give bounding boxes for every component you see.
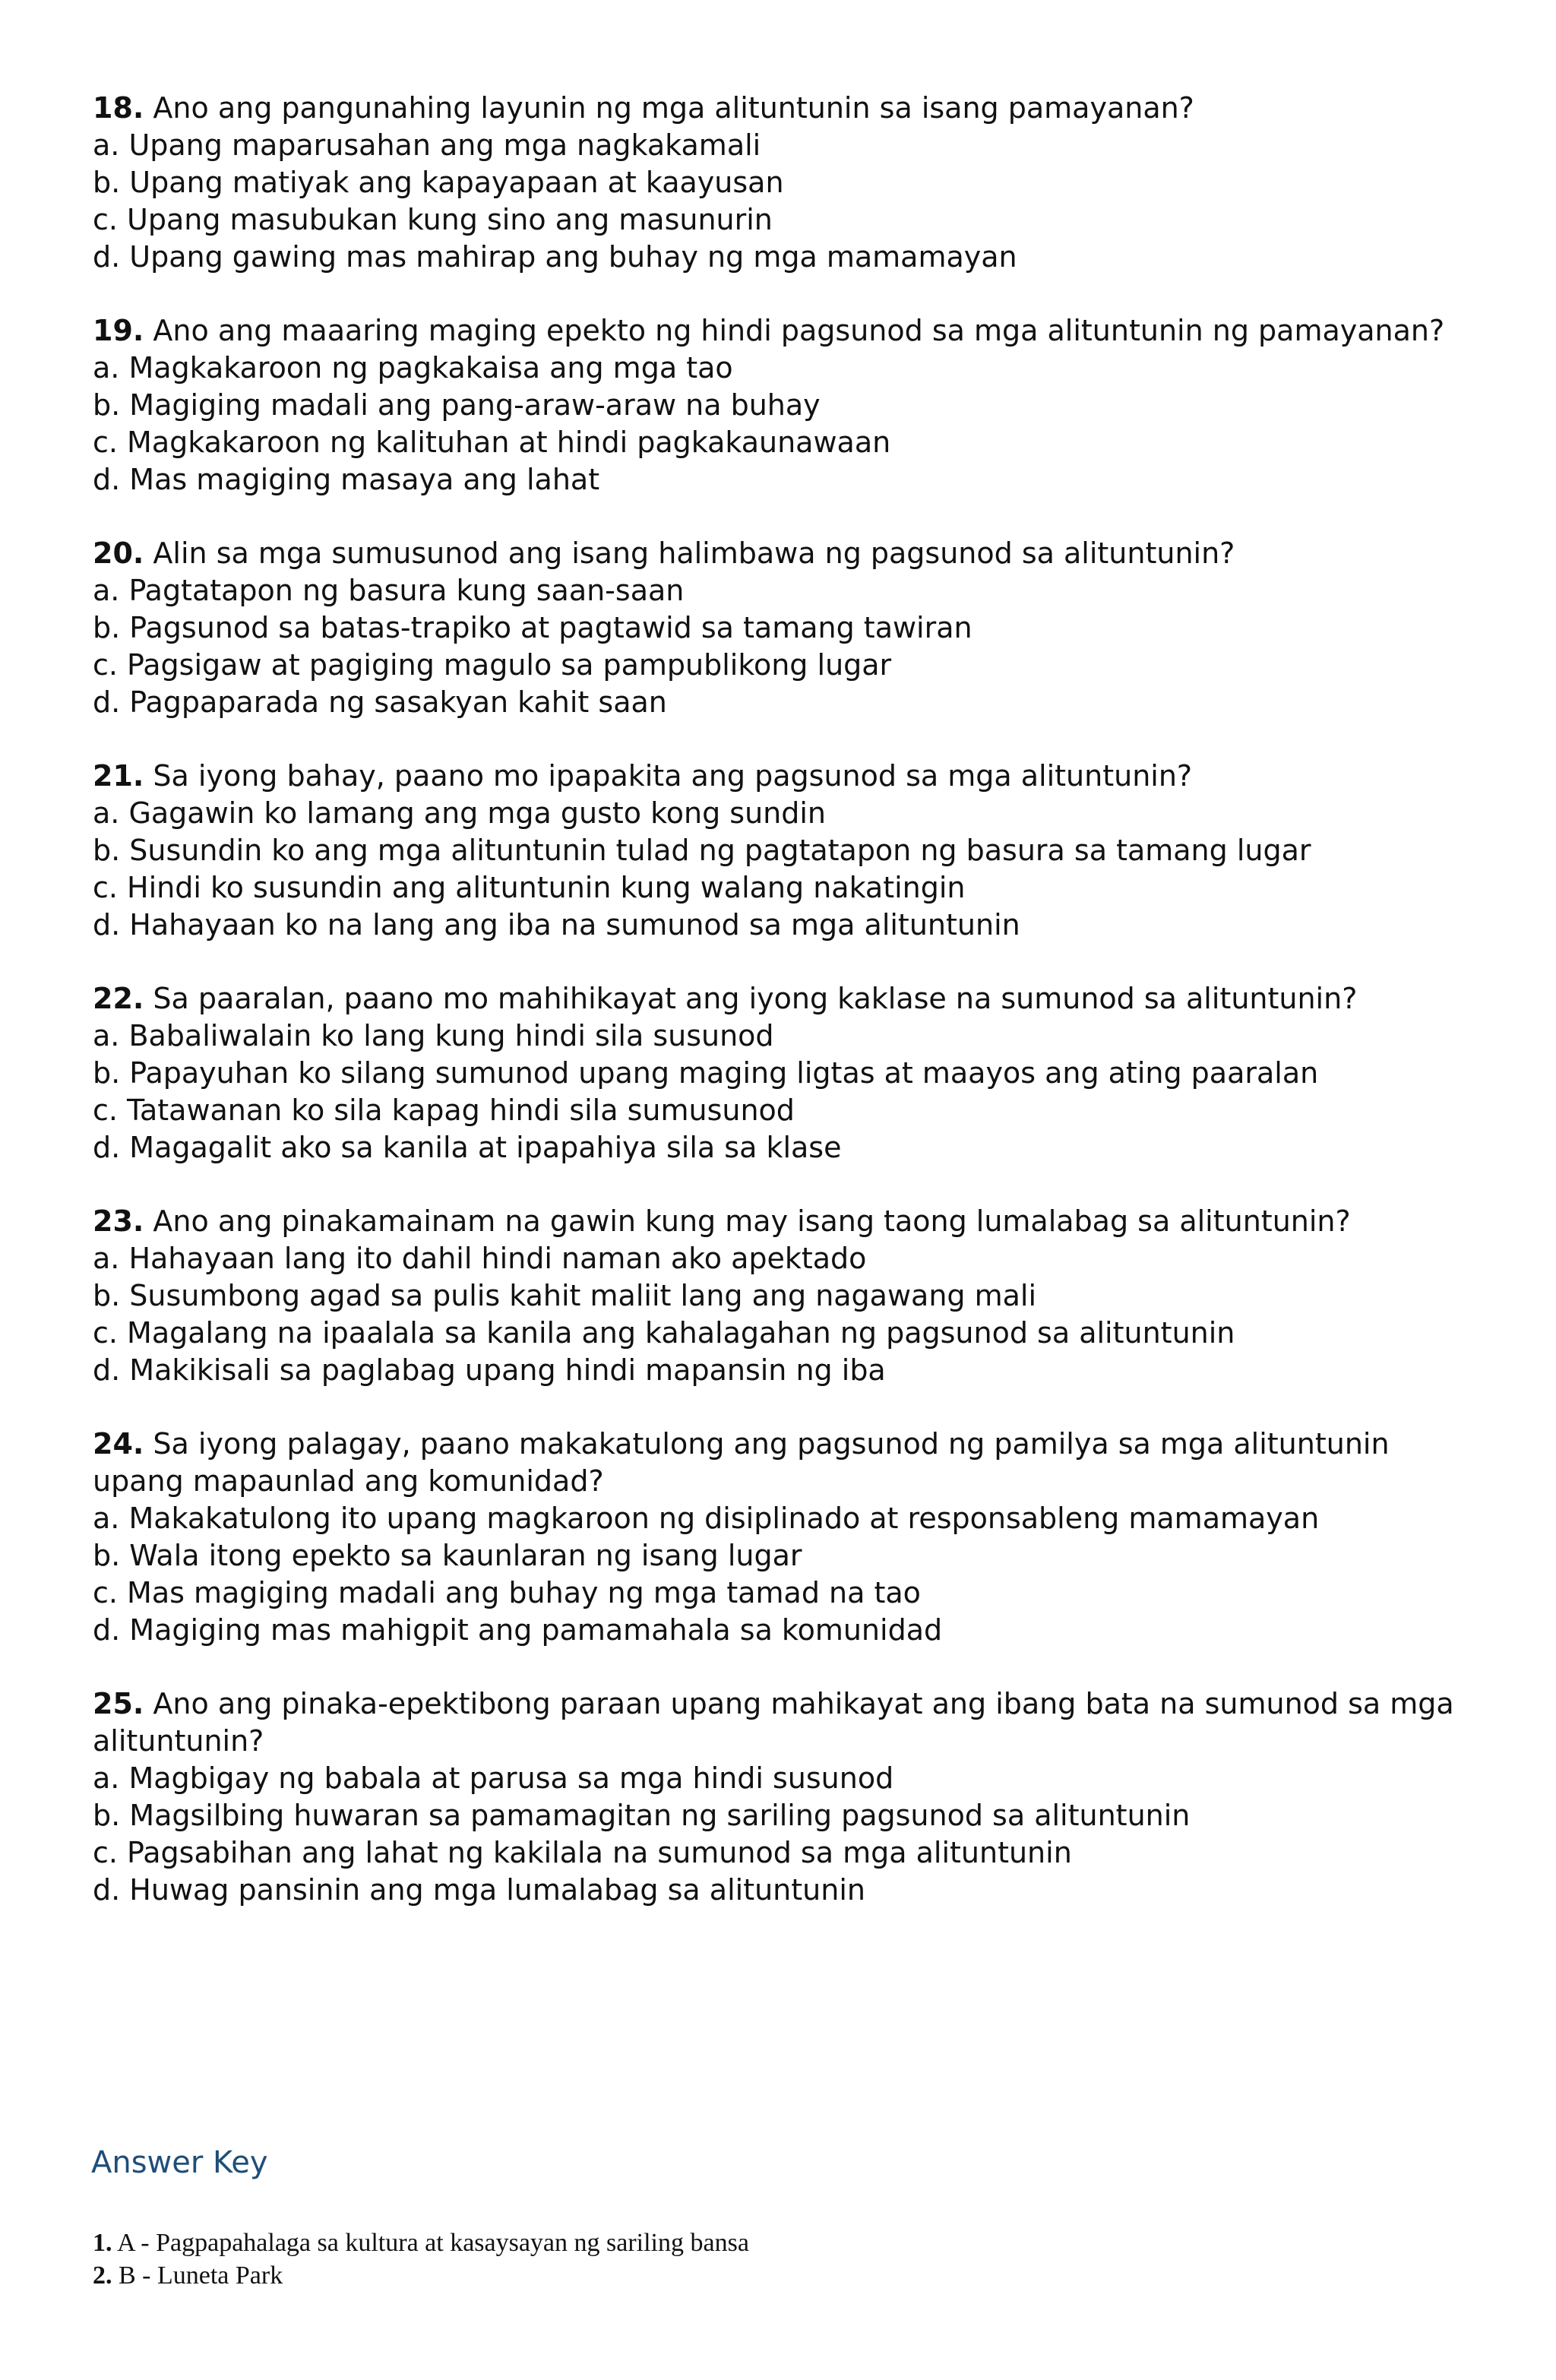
choice-b: b. Susundin ko ang mga alituntunin tulad ng pagtatapon ng basura sa tamang lugar [93, 834, 1311, 867]
choice-c: c. Pagsigaw at pagiging magulo sa pampublikong lugar [93, 648, 892, 682]
question-stem [93, 1685, 1460, 1760]
question-text: Ano ang maaaring maging epekto ng hindi pagsunod sa mga alituntunin ng pamayanan? [153, 314, 1445, 347]
question-19 [93, 312, 1460, 498]
choice-b: b. Upang matiyak ang kapayapaan at kaayusan [93, 166, 784, 199]
answer-key-heading: Answer Key [91, 2145, 268, 2180]
question-stem [93, 535, 1460, 572]
question-text: Ano ang pinakamainam na gawin kung may isang taong lumalabag sa alituntunin? [153, 1204, 1351, 1238]
choice-d: d. Upang gawing mas mahirap ang buhay ng mga mamamayan [93, 240, 1017, 274]
choice-d: d. Huwag pansinin ang mga lumalabag sa alituntunin [93, 1873, 865, 1907]
choice-d: d. Mas magiging masaya ang lahat [93, 463, 600, 496]
choice-d: d. Magagalit ako sa kanila at ipapahiya sila sa klase [93, 1131, 842, 1164]
choice-a: a. Magbigay ng babala at parusa sa mga hindi susunod [93, 1761, 894, 1795]
answer-text: A - Pagpapahalaga sa kultura at kasaysayan ng sariling bansa [117, 2229, 749, 2257]
question-24 [93, 1426, 1460, 1649]
question-stem [93, 758, 1460, 795]
choice-a: a. Gagawin ko lamang ang mga gusto kong sundin [93, 796, 827, 830]
question-list [93, 90, 1460, 1945]
answer-number: 1. [93, 2229, 112, 2257]
choice-d: d. Pagpaparada ng sasakyan kahit saan [93, 685, 667, 719]
choice-a: a. Pagtatapon ng basura kung saan-saan [93, 574, 685, 607]
choice-b: b. Magsilbing huwaran sa pamamagitan ng sariling pagsunod sa alituntunin [93, 1799, 1191, 1832]
answer-item-1 [93, 2227, 749, 2259]
question-22 [93, 980, 1460, 1166]
question-stem [93, 1203, 1460, 1240]
question-21 [93, 758, 1460, 944]
choice-b: b. Pagsunod sa batas-trapiko at pagtawid sa tamang tawiran [93, 611, 972, 644]
choice-c: c. Magkakaroon ng kalituhan at hindi pagkakaunawaan [93, 426, 891, 459]
question-text: Ano ang pangunahing layunin ng mga alituntunin sa isang pamayanan? [153, 91, 1194, 125]
choice-c: c. Tatawanan ko sila kapag hindi sila sumusunod [93, 1093, 795, 1127]
question-number: 18. [93, 91, 144, 125]
choice-a: a. Hahayaan lang ito dahil hindi naman ako apektado [93, 1242, 867, 1275]
choice-c: c. Magalang na ipaalala sa kanila ang kahalagahan ng pagsunod sa alituntunin [93, 1316, 1235, 1350]
answer-number: 2. [93, 2261, 112, 2290]
question-stem [93, 980, 1460, 1018]
choice-d: d. Makikisali sa paglabag upang hindi mapansin ng iba [93, 1353, 886, 1387]
choice-a: a. Upang maparusahan ang mga nagkakamali [93, 128, 761, 162]
answer-key-list [93, 2227, 749, 2292]
choice-b: b. Susumbong agad sa pulis kahit maliit lang ang nagawang mali [93, 1279, 1037, 1312]
question-number: 24. [93, 1427, 144, 1461]
question-25 [93, 1685, 1460, 1909]
question-number: 23. [93, 1204, 144, 1238]
question-20 [93, 535, 1460, 721]
question-number: 20. [93, 536, 144, 570]
choice-c: c. Pagsabihan ang lahat ng kakilala na sumunod sa mga alituntunin [93, 1836, 1072, 1869]
question-number: 21. [93, 759, 144, 793]
choice-c: c. Hindi ko susundin ang alituntunin kung walang nakatingin [93, 871, 966, 904]
question-text: Sa iyong palagay, paano makakatulong ang pagsunod ng pamilya sa mga alituntunin upang mapaunlad ang komunidad? [93, 1427, 1390, 1498]
choice-d: d. Magiging mas mahigpit ang pamamahala sa komunidad [93, 1613, 943, 1647]
question-number: 22. [93, 982, 144, 1015]
question-stem [93, 90, 1460, 127]
question-text: Ano ang pinaka-epektibong paraan upang mahikayat ang ibang bata na sumunod sa mga alituntunin? [93, 1687, 1454, 1758]
question-23 [93, 1203, 1460, 1389]
choice-a: a. Makakatulong ito upang magkaroon ng disiplinado at responsableng mamamayan [93, 1502, 1320, 1535]
answer-item-2 [93, 2259, 749, 2292]
answer-text: B - Luneta Park [119, 2261, 283, 2290]
question-text: Alin sa mga sumusunod ang isang halimbawa ng pagsunod sa alituntunin? [153, 536, 1235, 570]
choice-b: b. Wala itong epekto sa kaunlaran ng isang lugar [93, 1539, 802, 1572]
question-stem [93, 312, 1460, 350]
choice-a: a. Babaliwalain ko lang kung hindi sila susunod [93, 1019, 774, 1052]
choice-c: c. Mas magiging madali ang buhay ng mga tamad na tao [93, 1576, 921, 1609]
choice-c: c. Upang masubukan kung sino ang masunurin [93, 203, 773, 236]
choice-b: b. Papayuhan ko silang sumunod upang maging ligtas at maayos ang ating paaralan [93, 1056, 1319, 1090]
question-18 [93, 90, 1460, 276]
choice-d: d. Hahayaan ko na lang ang iba na sumunod sa mga alituntunin [93, 908, 1020, 942]
question-text: Sa paaralan, paano mo mahihikayat ang iyong kaklase na sumunod sa alituntunin? [153, 982, 1358, 1015]
question-number: 25. [93, 1687, 144, 1720]
choice-a: a. Magkakaroon ng pagkakaisa ang mga tao [93, 351, 733, 385]
question-text: Sa iyong bahay, paano mo ipapakita ang pagsunod sa mga alituntunin? [153, 759, 1193, 793]
question-number: 19. [93, 314, 144, 347]
choice-b: b. Magiging madali ang pang-araw-araw na buhay [93, 388, 821, 422]
question-stem [93, 1426, 1460, 1500]
